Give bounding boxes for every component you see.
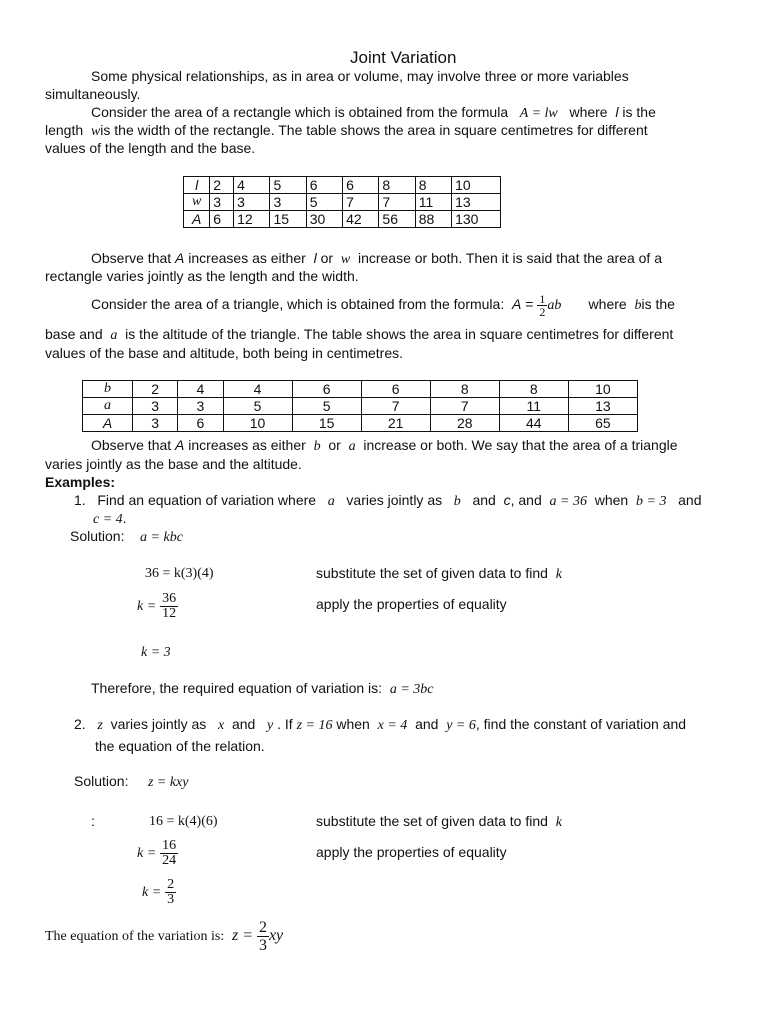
rectangle-area-table (183, 176, 501, 228)
condition-b: b = 3 (636, 494, 667, 509)
row-label: b (83, 381, 133, 398)
text: Consider the area of a triangle, which is obtained from the formula: (91, 296, 505, 312)
var-ab: ab (547, 298, 562, 313)
solution-equation: z = kxy (147, 775, 189, 790)
table-cell: 10 (452, 177, 501, 194)
example-number: 2. (74, 716, 86, 732)
var-c: c (503, 492, 511, 508)
var-a: a (327, 494, 335, 509)
var-k: k (555, 567, 562, 582)
fraction-one-half (537, 293, 547, 318)
fraction-numerator: 2 (167, 876, 175, 892)
fraction-numerator: 36 (162, 590, 177, 606)
fraction-numerator: 2 (258, 918, 267, 936)
text: or (320, 250, 334, 266)
fraction-numerator: 1 (539, 291, 546, 306)
text: and (415, 716, 439, 732)
fraction-2-3 (257, 919, 269, 954)
table-cell: 3 (133, 415, 178, 432)
table-cell: 2 (133, 381, 178, 398)
table-cell: 6 (343, 177, 379, 194)
table-cell: 8 (379, 177, 415, 194)
fraction-denominator: 12 (162, 605, 177, 621)
condition-x: x = 4 (377, 718, 408, 733)
intro-line-2: simultaneously. (45, 86, 141, 102)
text: Therefore, the required equation of variation is: (91, 680, 383, 696)
example-1-line-2 (93, 510, 127, 528)
example-2-line-1 (74, 716, 686, 734)
var-w: w (90, 124, 101, 139)
table-cell: 6 (306, 177, 342, 194)
table-cell: 2 (210, 177, 234, 194)
table-cell: 28 (430, 415, 499, 432)
var-a: a (348, 439, 356, 454)
text: substitute the set of given data to find (316, 565, 548, 581)
var-y: y (267, 718, 274, 733)
solution-label: Solution: (70, 528, 125, 544)
table-cell: 3 (210, 194, 234, 211)
text: Observe that (91, 250, 172, 266)
text: = (525, 296, 534, 312)
example-2-step-2 (137, 834, 178, 872)
row-label: a (83, 398, 133, 415)
fraction-denominator: 24 (162, 852, 177, 868)
triangle-values-line: values of the base and altitude, both being in centimetres. (45, 345, 404, 361)
solution-equation: a = kbc (140, 530, 183, 545)
text: is the (641, 296, 675, 312)
table-cell: 42 (343, 211, 379, 228)
condition-a: a = 36 (549, 494, 587, 509)
var-x: x (217, 718, 225, 733)
var-l: l (313, 250, 317, 266)
table-cell: 7 (361, 398, 430, 415)
table-cell: 6 (210, 211, 234, 228)
table-cell: 5 (306, 194, 342, 211)
example-2-line-2: the equation of the relation. (95, 738, 265, 754)
table-cell: 6 (361, 381, 430, 398)
text: and (678, 492, 702, 508)
text: Consider the area of a rectangle which is obtained from the formula (91, 104, 509, 120)
formula-a-lw: A = lw (519, 106, 558, 121)
var-b: b (634, 298, 642, 313)
condition-y: y = 6 (446, 718, 476, 733)
table-cell: 10 (568, 381, 637, 398)
example-2-step-1-note (316, 813, 562, 831)
var-A: A (175, 250, 185, 266)
table-cell: 56 (379, 211, 415, 228)
row-label: A (184, 211, 210, 228)
text: when (336, 716, 370, 732)
text: , find the constant of variation and (475, 716, 687, 732)
table-cell: 13 (568, 398, 637, 415)
table-cell: 12 (234, 211, 270, 228)
text: when (594, 492, 629, 508)
text: length (45, 122, 84, 138)
triangle-formula-line (91, 286, 675, 324)
table-cell: 11 (499, 398, 568, 415)
table-cell: 5 (223, 398, 292, 415)
table-row (83, 398, 638, 415)
table-cell: 21 (361, 415, 430, 432)
text: substitute the set of given data to find (316, 813, 548, 829)
example-2-colon: : (91, 813, 95, 829)
var-a: a (110, 328, 118, 343)
table-cell: 88 (415, 211, 451, 228)
row-label: A (83, 415, 133, 432)
text: or (328, 437, 341, 453)
text: base and (45, 326, 103, 342)
fraction-2-3 (165, 878, 176, 907)
table-cell: 8 (415, 177, 451, 194)
example-1-line-1 (74, 492, 701, 510)
page-title: Joint Variation (350, 48, 457, 67)
example-1-step-2 (137, 587, 178, 625)
text: where (588, 296, 627, 312)
table-cell: 15 (292, 415, 361, 432)
fraction-numerator: 16 (162, 837, 177, 853)
text: Observe that (91, 437, 172, 453)
text: and (472, 492, 496, 508)
text: . If (277, 716, 293, 732)
triangle-area-table (82, 380, 638, 432)
table-cell: 7 (379, 194, 415, 211)
final-equation: a = 3bc (389, 682, 434, 697)
table-cell: 65 (568, 415, 637, 432)
table-cell: 8 (499, 381, 568, 398)
z-equals: z = (232, 927, 254, 944)
example-1-step-2-note: apply the properties of equality (316, 596, 507, 612)
table-cell: 3 (234, 194, 270, 211)
fraction-denominator: 2 (539, 304, 546, 319)
text: is the width of the rectangle. The table shows the area in square centimetres for different (100, 122, 648, 138)
row-label: w (184, 194, 210, 211)
example-2-final (45, 915, 283, 957)
observe-rectangle-line-1 (91, 250, 662, 268)
text: is the altitude of the triangle. The table shows the area in square centimetres for different (125, 326, 674, 342)
k-equals: k = (137, 846, 157, 861)
condition-c: c = 4 (93, 512, 123, 527)
table-cell: 11 (415, 194, 451, 211)
fraction-denominator: 3 (258, 936, 267, 954)
examples-heading: Examples: (45, 474, 116, 490)
text: increase or both. Then it is said that the area of a (357, 250, 662, 266)
example-1-step-1-note (316, 565, 562, 583)
table-cell: 10 (223, 415, 292, 432)
var-b: b (453, 494, 461, 509)
table-cell: 4 (178, 381, 223, 398)
example-number: 1. (74, 492, 86, 508)
intro-line-1: Some physical relationships, as in area or volume, may involve three or more variables (91, 68, 629, 84)
example-2-step-3 (142, 873, 176, 911)
example-1-step-3: k = 3 (141, 645, 171, 660)
solution-label: Solution: (74, 773, 129, 789)
var-xy: xy (268, 927, 284, 944)
table-cell: 30 (306, 211, 342, 228)
text: is the (622, 104, 656, 120)
var-b: b (313, 439, 321, 454)
text: increases as either (188, 437, 306, 453)
table-cell: 5 (292, 398, 361, 415)
table-row (83, 415, 638, 432)
table-cell: 7 (430, 398, 499, 415)
table-cell: 44 (499, 415, 568, 432)
table-row (184, 194, 501, 211)
example-1-solution (70, 528, 183, 546)
text: Find an equation of variation where (97, 492, 317, 508)
final-label: The equation of the variation is: (45, 929, 225, 944)
var-A: A (175, 437, 185, 453)
var-A: A (512, 296, 522, 312)
text: increases as either (188, 250, 306, 266)
text: , and (510, 492, 542, 508)
rectangle-values-line: values of the length and the base. (45, 140, 256, 156)
table-row (184, 211, 501, 228)
var-l: l (615, 104, 619, 120)
observe-triangle-line-2: varies jointly as the base and the altitude. (45, 456, 302, 472)
observe-rectangle-line-2: rectangle varies jointly as the length and the width. (45, 268, 359, 284)
triangle-base-line (45, 326, 673, 344)
var-k: k (555, 815, 562, 830)
table-row (83, 381, 638, 398)
fraction-denominator: 3 (167, 891, 175, 907)
example-1-step-1: 36 = k(3)(4) (145, 566, 214, 581)
var-z: z (97, 718, 103, 733)
table-cell: 8 (430, 381, 499, 398)
table-cell: 3 (133, 398, 178, 415)
example-1-conclusion (91, 680, 434, 698)
row-label: l (184, 177, 210, 194)
text: varies jointly as (346, 492, 443, 508)
text: increase or both. We say that the area of a triangle (363, 437, 678, 453)
table-cell: 6 (178, 415, 223, 432)
table-cell: 15 (270, 211, 306, 228)
text: varies jointly as (110, 716, 207, 732)
text: and (231, 716, 256, 732)
text: . (122, 510, 127, 526)
fraction-36-12 (160, 592, 178, 621)
k-equals: k = (142, 885, 162, 900)
k-equals: k = (137, 599, 157, 614)
var-w: w (340, 252, 351, 267)
table-cell: 4 (223, 381, 292, 398)
table-row (184, 177, 501, 194)
table-cell: 4 (234, 177, 270, 194)
table-cell: 3 (178, 398, 223, 415)
example-2-step-2-note: apply the properties of equality (316, 844, 507, 860)
table-cell: 130 (452, 211, 501, 228)
fraction-16-24 (160, 839, 178, 868)
rectangle-length-line (45, 122, 648, 140)
table-cell: 3 (270, 194, 306, 211)
table-cell: 13 (452, 194, 501, 211)
example-2-step-1: 16 = k(4)(6) (149, 814, 218, 829)
table-cell: 5 (270, 177, 306, 194)
rectangle-formula-line (91, 104, 656, 122)
table-cell: 6 (292, 381, 361, 398)
condition-z: z = 16 (296, 718, 333, 733)
table-cell: 7 (343, 194, 379, 211)
example-2-solution (74, 773, 188, 791)
observe-triangle-line-1 (91, 437, 678, 455)
text: where (569, 104, 608, 120)
